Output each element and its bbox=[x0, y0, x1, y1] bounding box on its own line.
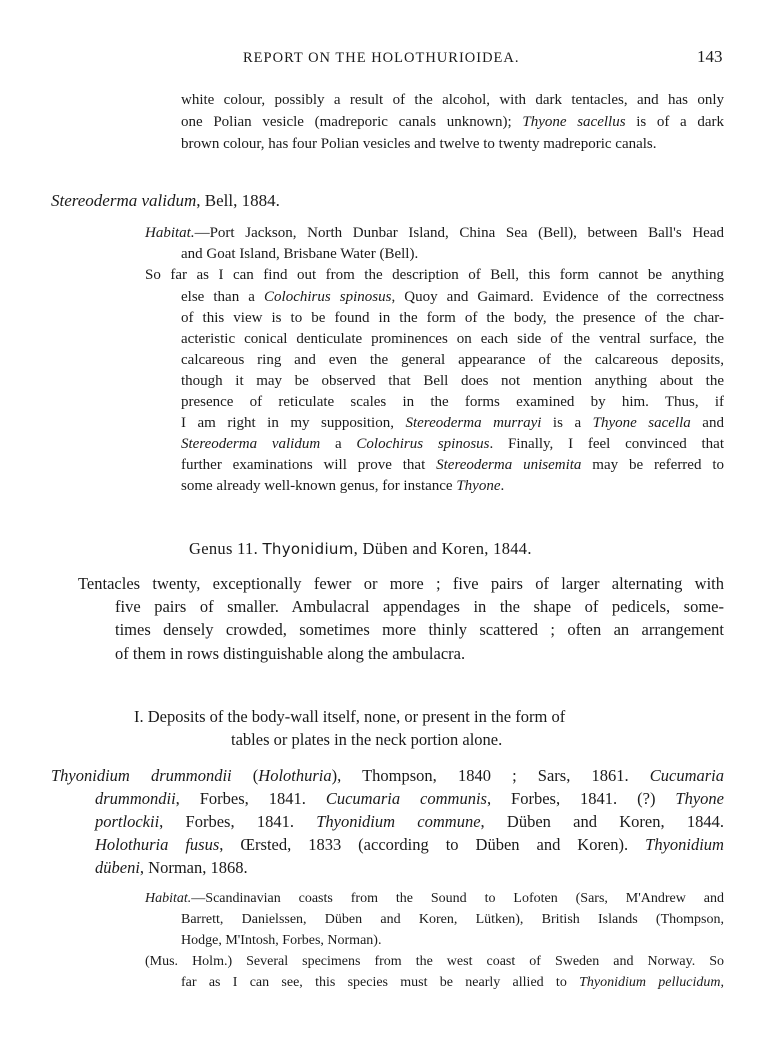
stereoderma-para-line-4: acteristic conical denticulate prominences on each side of the ventral surface, the bbox=[181, 331, 724, 347]
drummondii-habitat-line-3: Hodge, M'Intosh, Forbes, Norman). bbox=[181, 933, 382, 948]
intro-line-3: brown colour, has four Polian vesicles and twelve to twenty madreporic canals. bbox=[181, 136, 657, 152]
stereoderma-para-line-7: presence of reticulate scales in the forms examined by him. Thus, if bbox=[181, 394, 724, 410]
stereoderma-para-line-5: calcareous ring and even the general appearance of the calcareous deposits, bbox=[181, 352, 724, 368]
stereoderma-para-line-6: though it may be observed that Bell does not mention anything about the bbox=[181, 373, 724, 389]
page-number: 143 bbox=[697, 47, 723, 66]
stereoderma-para-line-1: So far as I can find out from the description of Bell, this form cannot be anything bbox=[145, 267, 724, 283]
stereoderma-para-line-9: Stereoderma validum a Colochirus spinosus. Finally, I feel convinced that bbox=[181, 436, 724, 452]
drummondii-museum-line-2: far as I can see, this species must be nearly allied to Thyonidium pellucidum, bbox=[181, 975, 724, 990]
drummondii-line-5: dübeni, Norman, 1868. bbox=[95, 858, 248, 877]
drummondii-line-1: Thyonidium drummondii (Holothuria), Thompson, 1840 ; Sars, 1861. Cucumaria bbox=[51, 766, 725, 785]
intro-line-2: one Polian vesicle (madreporic canals unknown); Thyone sacellus is of a dark bbox=[181, 114, 725, 130]
stereoderma-para-line-11: some already well-known genus, for instance Thyone. bbox=[181, 478, 505, 494]
genus-desc-line-3: times densely crowded, sometimes more thinly scattered ; often an arrangement bbox=[115, 620, 724, 639]
drummondii-line-4: Holothuria fusus, Œrsted, 1833 (according to Düben and Koren). Thyonidium bbox=[95, 835, 724, 854]
species-heading-stereoderma: Stereoderma validum, Bell, 1884. bbox=[51, 191, 280, 210]
drummondii-museum-line-1: (Mus. Holm.) Several specimens from the west coast of Sweden and Norway. So bbox=[145, 954, 724, 969]
stereoderma-para-line-8: I am right in my supposition, Stereoderma murrayi is a Thyone sacella and bbox=[181, 415, 724, 431]
drummondii-habitat-line-2: Barrett, Danielssen, Düben and Koren, Lütken), British Islands (Thompson, bbox=[181, 912, 724, 927]
stereoderma-habitat-line-1: Habitat.—Port Jackson, North Dunbar Island, China Sea (Bell), between Ball's Head bbox=[145, 225, 724, 241]
section-heading-line-1: I. Deposits of the body-wall itself, none, or present in the form of bbox=[134, 707, 566, 726]
genus-desc-line-1: Tentacles twenty, exceptionally fewer or more ; five pairs of larger alternating with bbox=[78, 574, 724, 593]
genus-heading: Genus 11. Thyonidium, Düben and Koren, 1844. bbox=[189, 539, 532, 558]
stereoderma-para-line-2: else than a Colochirus spinosus, Quoy and Gaimard. Evidence of the correctness bbox=[181, 289, 724, 305]
stereoderma-para-line-10: further examinations will prove that Stereoderma unisemita may be referred to bbox=[181, 457, 725, 473]
genus-desc-line-4: of them in rows distinguishable along the ambulacra. bbox=[115, 644, 466, 663]
drummondii-habitat-line-1: Habitat.—Scandinavian coasts from the Sound to Lofoten (Sars, M'Andrew and bbox=[145, 891, 724, 906]
genus-desc-line-2: five pairs of smaller. Ambulacral appendages in the shape of pedicels, some- bbox=[115, 597, 724, 616]
stereoderma-para-line-3: of this view is to be found in the form of the body, the presence of the char- bbox=[181, 310, 724, 326]
intro-line-1: white colour, possibly a result of the alcohol, with dark tentacles, and has only bbox=[181, 92, 724, 108]
stereoderma-habitat-line-2: and Goat Island, Brisbane Water (Bell). bbox=[181, 246, 419, 262]
running-title: REPORT ON THE HOLOTHURIOIDEA. bbox=[243, 50, 520, 66]
drummondii-line-2: drummondii, Forbes, 1841. Cucumaria communis, Forbes, 1841. (?) Thyone bbox=[95, 789, 724, 808]
section-heading-line-2: tables or plates in the neck portion alone. bbox=[231, 730, 503, 749]
drummondii-line-3: portlockii, Forbes, 1841. Thyonidium commune, Düben and Koren, 1844. bbox=[95, 812, 724, 831]
